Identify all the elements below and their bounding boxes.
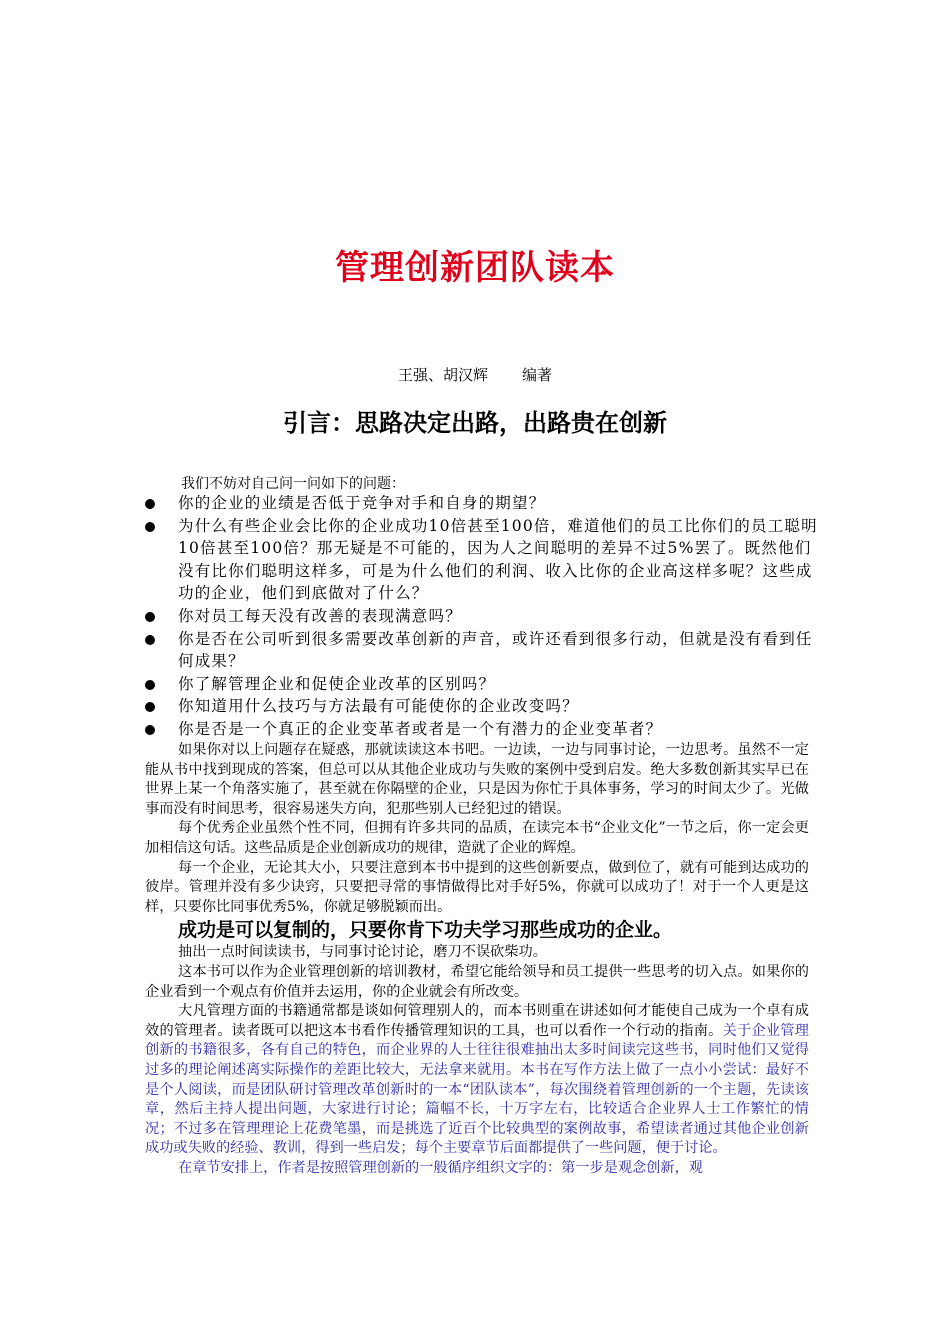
list-item bbox=[145, 673, 825, 696]
list-item-text: 你是否在公司听到很多需要改革创新的声音，或许还看到很多行动，但就是没有看到任何成果？ bbox=[178, 629, 813, 671]
bullet-icon bbox=[145, 499, 155, 509]
highlighted-text: 关于企业管理创新的书籍很多，各有自己的特色，而企业界的人士往往很难抽出太多时间读完这些书，同时他们又觉得过多的理论阐述离实际操作的差距比较大，无法拿来就用。本书在写作方法上做了一点小小尝试：最好不是个人阅读，而是团队研讨管理改革创新时的一本“团队读本”，每次围绕着管理创新的一个主题，先读该章，然后主持人提出问题，大家进行讨论；篇幅不长，十万字左右，比较适合企业界人士工作繁忙的情况；不过多在管理理论上花费笔墨，而是挑选了近百个比较典型的案例故事，希望读者通过其他企业创新成功或失败的经验、教训，得到一些启发；每个主要章节后面都提供了一些问题，便于讨论。 bbox=[145, 1022, 809, 1157]
bullet-icon bbox=[145, 612, 155, 622]
bullet-icon bbox=[145, 635, 155, 645]
paragraph: 每个优秀企业虽然个性不同，但拥有许多共同的品质，在读完本书“企业文化”一节之后，你一定会更加相信这句话。这些品质是企业创新成功的规律，造就了企业的辉煌。 bbox=[145, 820, 809, 856]
intro-heading: 引言：思路决定出路，出路贵在创新 bbox=[283, 409, 667, 437]
authors: 王强、胡汉辉 bbox=[397, 366, 488, 384]
author-role: 编著 bbox=[522, 366, 553, 384]
lead-sentence: 我们不妨对自己问一问如下的问题： bbox=[181, 476, 405, 492]
document-title: 管理创新团队读本 bbox=[335, 248, 615, 288]
list-item-text: 你知道用什么技巧与方法最有可能使你的企业改变吗？ bbox=[178, 697, 579, 716]
list-item bbox=[145, 515, 825, 605]
paragraph: 如果你对以上问题存在疑惑，那就读读这本书吧。一边读，一边与同事讨论，一边思考。虽然不一定能从书中找到现成的答案，但总可以从其他企业成功与失败的案例中受到启发。绝大多数创新其实早已在世界上某一个角落实施了，甚至就在你隔壁的企业，只是因为你忙于具体事务，学习的时间太少了。光做事而没有时间思考，很容易迷失方向，犯那些别人已经犯过的错误。 bbox=[145, 742, 809, 817]
list-item-text: 你的企业的业绩是否低于竞争对手和自身的期望？ bbox=[178, 494, 546, 512]
body-text bbox=[145, 741, 809, 1178]
bullet-icon bbox=[145, 725, 155, 735]
paragraph bbox=[145, 1002, 809, 1159]
bullet-icon bbox=[145, 680, 155, 690]
author-line bbox=[0, 364, 950, 385]
list-item bbox=[145, 605, 825, 628]
list-item-text: 为什么有些企业会比你的企业成功10倍甚至100倍，难道他们的员工比你们的员工聪明10倍甚至100倍？那无疑是不可能的，因为人之间聪明的差异不过5%罢了。既然他们没有比你们聪明这样多，可是为什么他们的利润、收入比你的企业高这样多呢？这些成功的企业，他们到底做对了什么？ bbox=[178, 516, 818, 603]
callout-sentence: 成功是可以复制的，只要你肯下功夫学习那些成功的企业。 bbox=[178, 919, 673, 942]
list-item bbox=[145, 628, 825, 673]
paragraph: 每一个企业，无论其大小，只要注意到本书中提到的这些创新要点，做到位了，就有可能到达成功的彼岸。管理并没有多少诀窍，只要把寻常的事情做得比对手好5%，你就可以成功了！对于一个人更是这样，只要你比同事优秀5%，你就足够脱颖而出。 bbox=[145, 859, 809, 915]
paragraph-text: 大凡管理方面的书籍通常都是谈如何管理别人的，而本书则重在讲述如何才能使自己成为一个卓有成效的管理者。读者既可以把这本书看作传播管理知识的工具，也可以看作一个行动的指南。 bbox=[145, 1003, 809, 1039]
list-item bbox=[145, 492, 825, 515]
list-item bbox=[145, 718, 825, 741]
paragraph: 在章节安排上，作者是按照管理创新的一般循序组织文字的：第一步是观念创新，观 bbox=[178, 1159, 703, 1176]
list-item-text: 你对员工每天没有改善的表现满意吗？ bbox=[178, 606, 462, 625]
bullet-icon bbox=[145, 522, 155, 532]
list-item-text: 你是否是一个真正的企业变革者或者是一个有潜力的企业变革者？ bbox=[178, 719, 663, 738]
paragraph: 这本书可以作为企业管理创新的培训教材，希望它能给领导和员工提供一些思考的切入点。如果你的企业看到一个观点有价值并去运用，你的企业就会有所改变。 bbox=[145, 963, 809, 1000]
question-list bbox=[145, 492, 825, 741]
paragraph: 抽出一点时间读读书，与同事讨论讨论，磨刀不误砍柴功。 bbox=[178, 944, 547, 961]
list-item-text: 你了解管理企业和促使企业改革的区别吗？ bbox=[178, 674, 496, 693]
list-item bbox=[145, 695, 825, 718]
bullet-icon bbox=[145, 702, 155, 712]
